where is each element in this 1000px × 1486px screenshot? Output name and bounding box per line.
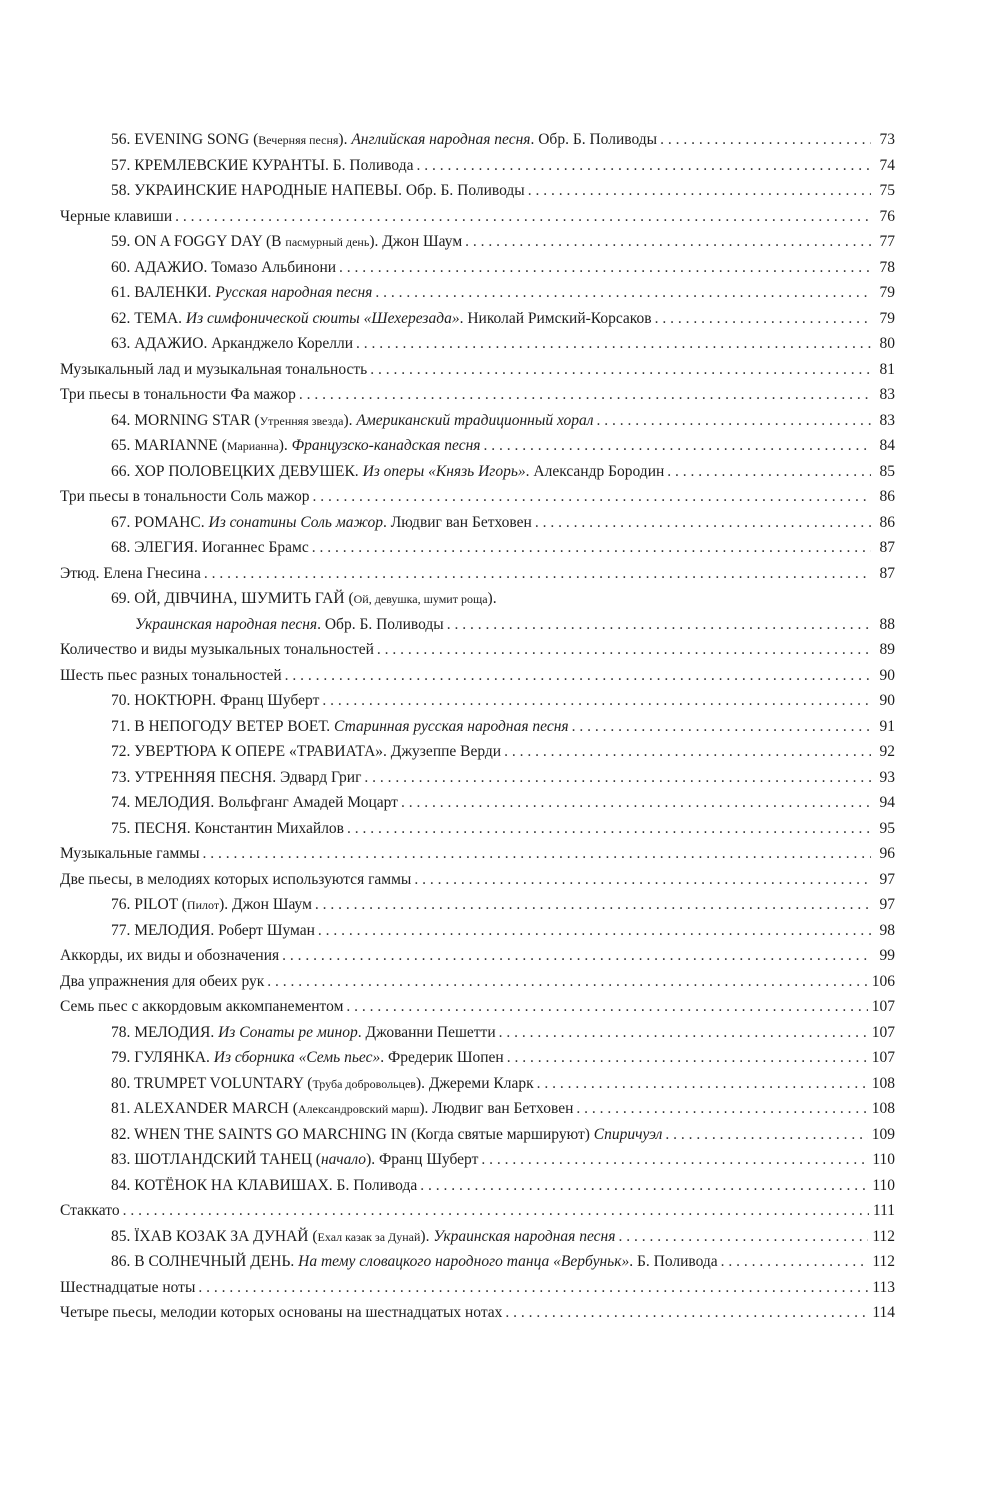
toc-piece-entry [60,1147,895,1173]
toc-entry-title [60,1198,120,1224]
toc-entry-text: Две пьесы, в мелодиях которых используются гаммы [60,870,412,888]
toc-entry-text: Труба добровольцев [312,1076,416,1091]
toc-entry-text: 59. ON A FOGGY DAY (В [111,233,286,250]
toc-section-entry [60,1275,895,1301]
toc-piece-entry [60,1096,895,1122]
toc-entry-title [111,1045,504,1071]
toc-entry-italic-text: Русская народная песня [215,284,373,301]
dot-leader [507,1045,868,1071]
toc-section-entry [60,357,895,383]
toc-entry-title [111,153,413,179]
dot-leader [375,280,871,306]
toc-entry-text: 79. ГУЛЯНКА. [111,1049,214,1066]
toc-entry-title [111,510,532,536]
page-number: 76 [879,207,895,225]
dot-leader [416,153,871,179]
toc-entry-text: Два упражнения для обеих рук [60,972,265,990]
toc-entry-title [111,918,315,944]
page-number: 74 [879,156,895,174]
toc-section-entry [60,204,895,230]
toc-entry-title [60,969,264,995]
toc-entry-text: . Фредерик Шопен [380,1049,504,1066]
toc-entry-text: ). Людвиг ван Бетховен [419,1100,574,1117]
dot-leader [618,1224,868,1250]
page-number: 79 [879,309,895,327]
toc-entry-title [60,841,200,867]
dot-leader [282,943,871,969]
toc-entry-italic-text: Американский традиционный хорал [356,411,594,429]
toc-piece-entry [60,612,895,638]
page-number: 97 [879,870,895,888]
toc-entry-text: 67. РОМАНС. [111,513,209,531]
dot-leader [499,1020,868,1046]
dot-leader [175,204,871,230]
toc-entry-italic-text: Из сборника «Семь пьес» [213,1049,381,1066]
page-number: 93 [879,768,895,786]
page-number: 111 [872,1202,895,1219]
toc-entry-title [60,357,367,383]
toc-entry-title [111,790,398,816]
toc-piece-entry [60,280,895,306]
dot-leader [377,637,871,663]
toc-entry-text: 74. МЕЛОДИЯ. Вольфганг Амадей Моцарт [111,794,398,811]
toc-entry-text: . Обр. Б. Поливоды [317,615,444,633]
toc-entry-text: ). Джон Шаум [369,233,463,250]
page-number: 73 [879,131,895,148]
toc-entry-italic-text: Французско-канадская песня [291,437,481,454]
toc-entry-text: 69. ОЙ, ДІВЧИНА, ШУМИТЬ ГАЙ ( [111,590,354,607]
toc-entry-text: Ехал казак за Дунай [317,1229,421,1244]
toc-entry-title [60,994,343,1020]
toc-piece-entry [60,918,895,944]
toc-entry-title [60,867,411,893]
toc-entry-title [111,1147,478,1173]
page-number: 109 [871,1125,895,1143]
page-number: 85 [879,462,895,480]
toc-entry-text: 56. EVENING SONG ( [111,131,259,148]
toc-entry-title [111,178,525,204]
page-number: 113 [872,1278,895,1296]
page-number: 88 [879,615,895,633]
toc-piece-entry [60,408,895,434]
toc-entry-title [111,1173,417,1199]
toc-section-entry [60,943,895,969]
dot-leader [318,918,871,944]
toc-entry-text: Три пьесы в тональности Соль мажор [60,488,310,505]
toc-entry-italic-text: Старинная русская народная песня [334,717,569,735]
toc-entry-text: Шестнадцатые ноты [60,1278,196,1296]
dot-leader [364,765,871,791]
dot-leader [204,561,871,587]
toc-entry-text: 78. МЕЛОДИЯ. [111,1023,219,1041]
dot-leader [596,408,871,434]
toc-entry-title [111,229,462,256]
dot-leader [504,739,871,765]
toc-entry-text: 68. ЭЛЕГИЯ. Иоганнес Брамс [111,539,309,556]
toc-entry-text: . Людвиг ван Бетховен [383,513,532,531]
page-number: 83 [879,386,895,403]
dot-leader [198,1275,868,1301]
toc-entry-title [111,1224,615,1251]
page-number: 77 [879,233,895,250]
toc-entry-text: 65. MARIANNE ( [111,437,227,454]
toc-entry-text: Ой, девушка, шумит роща [353,592,488,606]
dot-leader [576,1096,867,1122]
page-number: 90 [879,692,895,709]
toc-piece-entry [60,459,895,485]
toc-entry-title [111,714,569,740]
toc-section-entry [60,637,895,663]
toc-entry-title [111,1020,496,1046]
toc-piece-entry [60,816,895,842]
toc-section-entry [60,867,895,893]
toc-entry-text: Вечерняя песня [258,133,339,147]
toc-entry-text: ). [420,1227,434,1245]
toc-entry-text: ). [487,590,497,607]
page-number: 98 [879,921,895,939]
page-number: 107 [871,998,895,1015]
toc-piece-entry [60,892,895,918]
toc-entry-title [135,612,444,638]
toc-entry-text: 61. ВАЛЕНКИ. [111,284,216,301]
toc-entry-text: 60. АДАЖИО. Томазо Альбинони [111,258,337,276]
dot-leader [535,510,871,536]
dot-leader [655,306,871,332]
toc-piece-entry [60,306,895,332]
toc-entry-text: ). [278,437,292,454]
toc-entry-title [111,535,309,561]
toc-piece-entry [60,1122,895,1148]
toc-entry-text: 75. ПЕСНЯ. Константин Михайлов [111,819,344,837]
toc-piece-entry [60,229,895,255]
dot-leader [484,433,872,459]
toc-entry-text: 84. КОТЁНОК НА КЛАВИШАХ. Б. Поливода [111,1176,418,1194]
page-number: 86 [879,488,895,505]
toc-entry-italic-text: Из оперы «Князь Игорь» [362,462,526,480]
toc-piece-entry [60,1020,895,1046]
page-number: 86 [879,513,895,531]
toc-entry-text: 80. TRUMPET VOLUNTARY ( [111,1074,313,1092]
toc-entry-text: . Александр Бородин [525,462,665,480]
dot-leader [299,382,871,408]
page-number: 78 [879,258,895,276]
toc-entry-text: пасмурный день [285,235,370,249]
toc-section-entry [60,382,895,408]
page-number: 92 [879,743,895,760]
page-number: 112 [872,1253,895,1270]
toc-entry-text: 63. АДАЖИО. Арканджело Корелли [111,335,353,352]
dot-leader [285,663,871,689]
toc-entry-text: Стаккато [60,1202,120,1219]
toc-entry-title [111,433,481,460]
dot-leader [665,1122,867,1148]
toc-piece-entry [60,1071,895,1097]
toc-section-entry [60,841,895,867]
toc-entry-title [111,331,353,357]
toc-entry-text: Пилот [186,898,220,912]
toc-entry-title [111,1249,718,1275]
dot-leader [339,255,871,281]
toc-piece-entry [60,1224,895,1250]
dot-leader [401,790,871,816]
page-number: 106 [871,972,895,990]
toc-piece-entry [60,586,895,612]
toc-entry-text: Музыкальные гаммы [60,845,200,862]
toc-entry-title [60,561,201,587]
dot-leader [537,1071,868,1097]
dot-leader [370,357,871,383]
toc-section-entry [60,969,895,995]
toc-entry-italic-text: Из сонатины Соль мажор [208,513,383,531]
toc-piece-entry [60,714,895,740]
toc-section-entry [60,994,895,1020]
dot-leader [420,1173,868,1199]
toc-entry-text: 62. ТЕМА. [111,309,186,327]
toc-piece-entry [60,433,895,459]
toc-entry-text: 64. MORNING STAR ( [111,411,260,429]
toc-piece-entry [60,739,895,765]
toc-entry-text: Количество и виды музыкальных тональностей [60,641,374,658]
page-number: 87 [879,539,895,556]
toc-entry-title [60,1275,195,1301]
toc-entry-title [60,484,309,510]
toc-entry-text: ). [343,411,357,429]
page-number: 108 [871,1100,895,1117]
toc-piece-entry [60,127,895,153]
toc-entry-text: Александровский марш [297,1102,420,1116]
page-number: 94 [879,794,895,811]
toc-entry-text: Музыкальный лад и музыкальная тональность [60,360,368,378]
toc-entry-title [111,127,657,154]
toc-entry-text: Черные клавиши [60,207,173,225]
page-number: 87 [879,564,895,582]
dot-leader [572,714,871,740]
toc-entry-title [111,586,497,613]
page-number: 107 [871,1049,895,1066]
toc-entry-title [111,739,501,765]
page-number: 112 [872,1227,895,1245]
toc-entry-title [60,1300,502,1326]
toc-entry-text: 71. В НЕПОГОДУ ВЕТЕР ВОЕТ. [111,717,335,735]
toc-entry-text: 81. ALEXANDER MARCH ( [111,1100,298,1117]
page-number: 79 [879,284,895,301]
toc-entry-text: 86. В СОЛНЕЧНЫЙ ДЕНЬ. [111,1253,299,1270]
toc-entry-title [60,663,282,689]
page-number: 90 [879,666,895,684]
toc-entry-text: Три пьесы в тональности Фа мажор [60,386,296,403]
toc-entry-title [111,1122,662,1148]
page-number: 96 [879,845,895,862]
toc-entry-text: 85. ЇХАВ КОЗАК ЗА ДУНАЙ ( [111,1227,318,1245]
toc-entry-text: Марианна [226,439,279,453]
dot-leader [312,535,871,561]
toc-entry-text: Утренняя звезда [259,413,344,428]
dot-leader [346,994,867,1020]
page-number: 110 [872,1176,895,1194]
toc-entry-italic-text: Английская народная песня [351,131,531,148]
toc-entry-title [111,255,336,281]
dot-leader [447,612,871,638]
toc-section-entry [60,1300,895,1326]
toc-entry-italic-text: На тему словацкого народного танца «Вербуньк» [298,1253,630,1270]
dot-leader [267,969,867,995]
toc-entry-title [111,306,652,332]
dot-leader [312,484,871,510]
page-number: 108 [871,1074,895,1092]
toc-entry-title [111,816,344,842]
dot-leader [667,459,871,485]
toc-entry-title [111,408,593,435]
toc-entry-text: Этюд. Елена Гнесина [60,564,201,582]
dot-leader [528,178,871,204]
dot-leader [414,867,871,893]
toc-entry-text: ). Джереми Кларк [415,1074,534,1092]
toc-entry-italic-text: Спиричуэл [593,1125,663,1143]
toc-entry-text: Аккорды, их виды и обозначения [60,947,280,964]
page-number: 97 [879,896,895,913]
toc-entry-title [111,280,372,306]
toc-piece-entry [60,255,895,281]
toc-entry-italic-text: начало [320,1151,367,1168]
toc-piece-entry [60,178,895,204]
toc-section-entry [60,663,895,689]
toc-piece-entry [60,331,895,357]
toc-entry-italic-text: Украинская народная песня [433,1227,616,1245]
toc-entry-text: 58. УКРАИНСКИЕ НАРОДНЫЕ НАПЕВЫ. Обр. Б. Поливоды [111,182,525,199]
page-number: 75 [879,182,895,199]
toc-entry-text: Шесть пьес разных тональностей [60,666,282,684]
dot-leader [203,841,871,867]
toc-piece-entry [60,790,895,816]
toc-entry-text: . Джованни Пешетти [357,1023,496,1041]
toc-piece-entry [60,510,895,536]
toc-piece-entry [60,688,895,714]
page-number: 91 [879,717,895,735]
page-number: 84 [879,437,895,454]
dot-leader [322,688,871,714]
toc-entry-italic-text: Из Сонаты ре минор [218,1023,358,1041]
toc-piece-entry [60,765,895,791]
table-of-contents [60,127,895,1326]
toc-piece-entry [60,535,895,561]
toc-entry-text: . Б. Поливода [629,1253,718,1270]
toc-entry-text: . Николай Римский-Корсаков [459,309,652,327]
toc-section-entry [60,561,895,587]
dot-leader [721,1249,869,1275]
page-number: 89 [879,641,895,658]
toc-entry-title [60,637,374,663]
toc-entry-text: . Обр. Б. Поливоды [530,131,658,148]
toc-entry-title [60,204,172,230]
dot-leader [481,1147,868,1173]
dot-leader [315,892,871,918]
toc-section-entry [60,1198,895,1224]
toc-entry-text: Четыре пьесы, мелодии которых основаны на шестнадцатых нотах [60,1304,503,1321]
toc-entry-text: 83. ШОТЛАНДСКИЙ ТАНЕЦ ( [111,1151,321,1168]
toc-entry-title [111,1096,573,1123]
toc-entry-title [111,459,664,485]
toc-entry-text: ). Франц Шуберт [366,1151,479,1168]
page-number: 99 [879,947,895,964]
toc-section-entry [60,484,895,510]
toc-entry-title [111,688,319,714]
toc-entry-title [111,892,312,919]
page-number: 107 [871,1023,895,1041]
dot-leader [123,1198,869,1224]
toc-entry-title [111,1071,534,1098]
page-number: 80 [879,335,895,352]
toc-piece-entry [60,1045,895,1071]
toc-entry-text: 57. КРЕМЛЕВСКИЕ КУРАНТЫ. Б. Поливода [111,156,414,174]
toc-entry-title [111,765,361,791]
toc-entry-text: 66. ХОР ПОЛОВЕЦКИХ ДЕВУШЕК. [111,462,363,480]
page-number: 83 [879,411,895,429]
toc-entry-title [60,382,296,408]
toc-entry-italic-text: Из симфонической сюиты «Шехерезада» [185,309,460,327]
toc-entry-text: Семь пьес с аккордовым аккомпанементом [60,998,344,1015]
toc-piece-entry [60,1173,895,1199]
dot-leader [465,229,871,255]
page-number: 114 [872,1304,895,1321]
toc-entry-text: 82. WHEN THE SAINTS GO MARCHING IN (Когда святые маршируют) [111,1125,594,1143]
dot-leader [347,816,871,842]
toc-entry-italic-text: Украинская народная песня [135,615,318,633]
toc-piece-entry [60,153,895,179]
toc-piece-entry [60,1249,895,1275]
toc-entry-text: ). [338,131,352,148]
dot-leader [505,1300,868,1326]
dot-leader [356,331,871,357]
dot-leader [660,127,871,153]
toc-entry-text: ). Джон Шаум [219,896,312,913]
toc-entry-text: 72. УВЕРТЮРА К ОПЕРЕ «ТРАВИАТА». Джузеппе Верди [111,743,502,760]
toc-entry-text: 70. НОКТЮРН. Франц Шуберт [111,692,320,709]
page-number: 110 [872,1151,895,1168]
toc-entry-text: 73. УТРЕННЯЯ ПЕСНЯ. Эдвард Григ [111,768,362,786]
toc-entry-text: 77. МЕЛОДИЯ. Роберт Шуман [111,921,315,939]
page-number: 95 [879,819,895,837]
page-number: 81 [879,360,895,378]
toc-entry-title [60,943,279,969]
toc-entry-text: 76. PILOT ( [111,896,187,913]
